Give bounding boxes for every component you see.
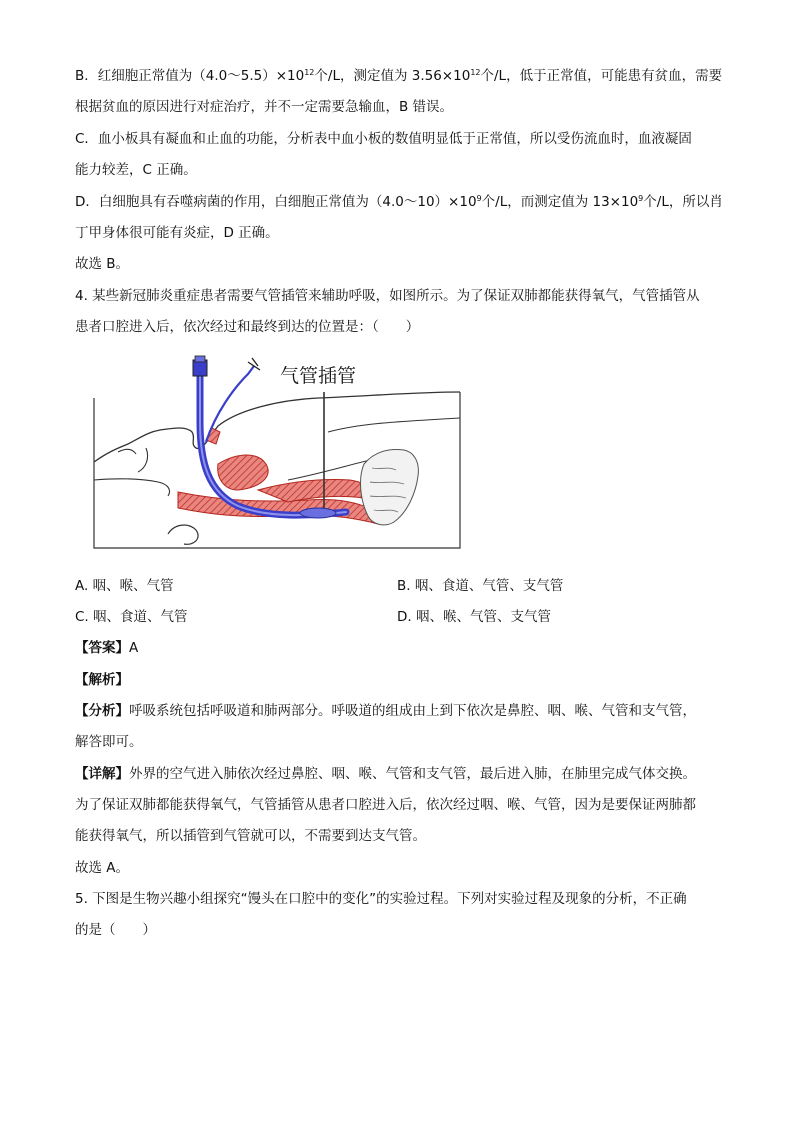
q3-option-b-explanation-line1 (75, 66, 722, 86)
superscript: 9 (638, 194, 644, 203)
text-segment: D．白细胞具有吞噬病菌的作用，白细胞正常值为（4.0～10）×10 (75, 194, 477, 210)
q4-fenxi-line2: 解答即可。 (75, 734, 143, 750)
q4-stem-line1: 4. 某些新冠肺炎重症患者需要气管插管来辅助呼吸，如图所示。为了保证双肺都能获得氧气，气管插管从 (75, 288, 700, 304)
q4-fenxi-line1 (75, 701, 696, 721)
superscript: 9 (476, 194, 482, 203)
q3-option-c-explanation-line2: 能力较差，C 正确。 (75, 162, 197, 178)
mouth-outline (94, 479, 170, 496)
q4-answer-line (75, 638, 138, 658)
q5-stem-line2: 的是（ ） (75, 922, 156, 938)
tube-cuff (300, 508, 336, 518)
q4-final-answer: 故选 A。 (75, 860, 130, 876)
nose-outline (138, 448, 148, 472)
figure-label: 气管插管 (280, 366, 357, 387)
bronchus-block (361, 450, 419, 525)
superscript: 12 (470, 68, 481, 77)
fenxi-text: 呼吸系统包括呼吸道和肺两部分。呼吸道的组成由上到下依次是鼻腔、咽、喉、气管和支气管， (129, 703, 696, 719)
text-segment: 个/L，低于正常值，可能患有贫血，需要 (480, 68, 723, 84)
q4-xiangjie-line3: 能获得氧气，所以插管到气管就可以，不需要到达支气管。 (75, 828, 426, 844)
intubation-diagram (88, 352, 464, 554)
answer-tag: 【答案】 (75, 640, 129, 656)
tongue-tissue (218, 455, 268, 490)
throat-tissue (258, 479, 374, 502)
pilot-valve (248, 358, 260, 370)
q4-option-c: C. 咽、食道、气管 (75, 609, 188, 625)
neck-line (328, 418, 460, 432)
q3-option-d-explanation-line2: 丁甲身体很可能有炎症，D 正确。 (75, 225, 279, 241)
analysis-tag: 【解析】 (75, 672, 129, 688)
q4-xiangjie-line2: 为了保证双肺都能获得氧气，气管插管从患者口腔进入后，依次经过咽、喉、气管，因为是要保证两肺都 (75, 797, 696, 813)
q3-option-d-explanation-line1 (75, 192, 723, 212)
q4-option-d: D. 咽、喉、气管、支气管 (397, 609, 551, 625)
text-segment: B．红细胞正常值为（4.0～5.5）×10 (75, 68, 305, 84)
q4-option-b: B. 咽、食道、气管、支气管 (397, 578, 564, 594)
q5-stem-line1: 5. 下图是生物兴趣小组探究“馒头在口腔中的变化”的实验过程。下列对实验过程及现象的分析，不正确 (75, 891, 687, 907)
q3-option-b-explanation-line2: 根据贫血的原因进行对症治疗，并不一定需要急输血，B 错误。 (75, 99, 454, 115)
xiangjie-text: 外界的空气进入肺依次经过鼻腔、咽、喉、气管和支气管，最后进入肺，在肺里完成气体交换。 (129, 766, 696, 782)
chin-outline (168, 525, 198, 544)
answer-value: A (129, 640, 139, 656)
text-segment: 个/L，所以肖 (643, 194, 723, 210)
text-segment: 个/L，而测定值为 13×10 (481, 194, 639, 210)
q3-option-c-explanation-line1: C．血小板具有凝血和止血的功能，分析表中血小板的数值明显低于正常值，所以受伤流血时，血液凝固 (75, 131, 692, 147)
q4-stem-line2: 患者口腔进入后，依次经过和最终到达的位置是：（ ） (75, 319, 420, 335)
fenxi-tag: 【分析】 (75, 703, 129, 719)
q4-xiangjie-line1 (75, 764, 696, 784)
xiangjie-tag: 【详解】 (75, 766, 129, 782)
eye-outline (118, 449, 136, 454)
q4-option-a: A. 咽、喉、气管 (75, 578, 174, 594)
q3-final-answer: 故选 B。 (75, 256, 130, 272)
intubation-figure (88, 352, 464, 554)
text-segment: 个/L，测定值为 3.56×10 (314, 68, 471, 84)
superscript: 12 (304, 68, 315, 77)
tube-cap (195, 356, 205, 362)
